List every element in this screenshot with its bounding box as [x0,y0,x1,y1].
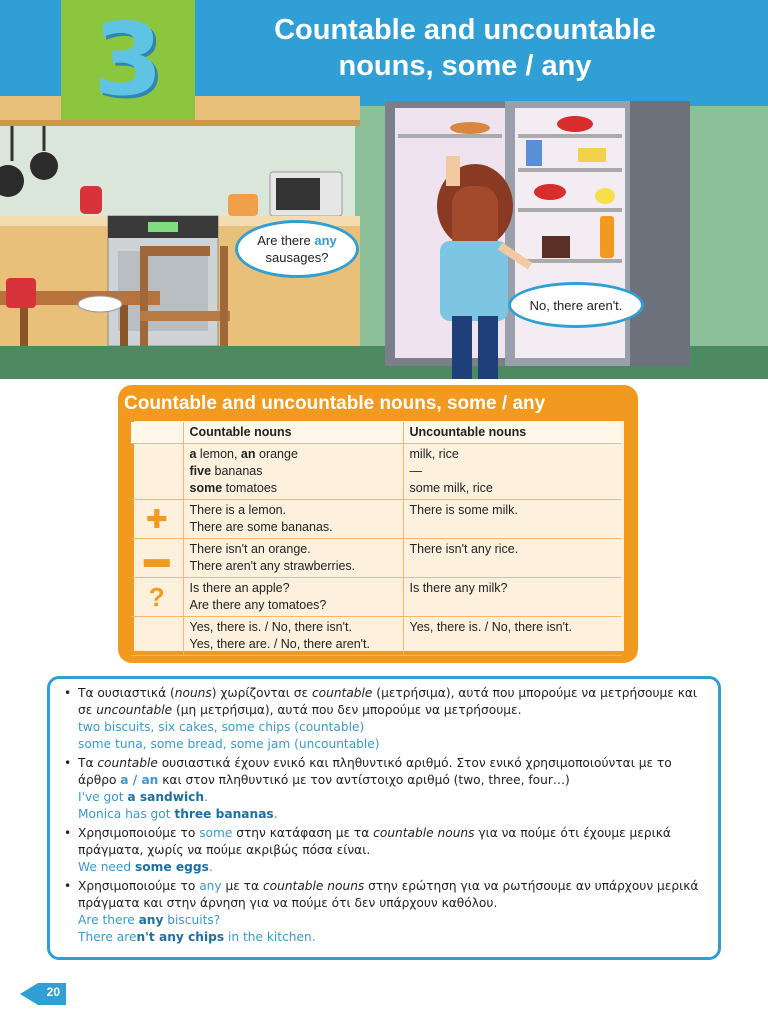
plus-icon: ✚ [145,503,168,534]
table-row: Yes, there is. / No, there isn't. Yes, there are. / No, there aren't. Yes, there is. / No, there isn't. [131,617,621,656]
title-line-1: Countable and uncountable [274,14,656,46]
title-line-2: nouns, some / any [338,50,592,82]
example-line: some tuna, some bread, some jam (uncountable) [78,737,380,751]
example-line: two biscuits, six cakes, some chips (countable) [78,720,365,734]
page-title [200,12,730,84]
speech-bubble-answer: No, there aren't. [508,282,644,328]
list-item: • Χρησιμοποιούμε το some στην κατάφαση με τα countable nouns για να πούμε ότι έχουμε μερικά πράγματα, χωρίς να πούμε ακριβώς πόσα είναι. We need some eggs. [64,825,706,876]
unit-number-badge [61,0,195,120]
example-line: Monica has got three bananas. [78,807,278,821]
strawberries-icon [557,116,593,132]
header-uncountable: Uncountable nouns [403,422,621,444]
eggs-icon [450,122,490,134]
table-row: a lemon, an orange five bananas some tomatoes milk, rice — some milk, rice [131,444,621,500]
example-line: We need some eggs. [78,860,213,874]
table-row: ? Is there an apple? Are there any tomatoes? Is there any milk? [131,578,621,617]
page-number-tab [20,983,66,1005]
lemon-icon [595,188,615,204]
cheese-icon [578,148,606,162]
header-countable: Countable nouns [183,422,403,444]
page-number: 20 [46,985,60,999]
example-line: There aren't any chips in the kitchen. [78,930,316,944]
table-row: ✚ There is a lemon. There are some bananas. There is some milk. [131,500,621,539]
fridge-icon [385,101,690,366]
kitchen-scene-drawing [0,96,768,379]
grammar-notes-box [47,676,721,960]
kitchen-illustration [0,96,768,379]
juice-bottle-icon [600,216,614,258]
milk-carton-icon [526,140,542,166]
example-line: Are there any biscuits? [78,913,221,927]
grammar-box-title: Countable and uncountable nouns, some / any [124,393,546,414]
example-line: I've got a sandwich. [78,790,208,804]
cake-icon [542,236,570,258]
question-icon: ? [148,581,165,612]
list-item: • Χρησιμοποιούμε το any με τα countable nouns στην ερώτηση για να ρωτήσουμε αν υπάρχουν μερικά πράγματα και στην άρνηση για να πούμε ότι δεν υπάρχουν καθόλου. Are there any biscuits? There aren't any chips in the kitchen. [64,878,706,946]
list-item: • Τα countable ουσιαστικά έχουν ενικό και πληθυντικό αριθμό. Στον ενικό χρησιμοποιούνται με το άρθρο a / an και στον πληθυντικό με τον αντίστοιχο αριθμό (two, three, four…) I've got a sandwich. Monica has got three bananas. [64,755,706,823]
speech-bubble-question: Are there any sausages? [235,220,359,278]
table-row: ▬ There isn't an orange. There aren't any strawberries. There isn't any rice. [131,539,621,578]
list-item: • Τα ουσιαστικά (nouns) χωρίζονται σε countable (μετρήσιμα), αυτά που μπορούμε να μετρήσουμε και σε uncountable (μη μετρήσιμα), αυτά που δεν μπορούμε να μετρήσουμε. two biscuits, six cakes, some chips (countable) some tuna, some bread, some jam (uncountable) [64,685,706,753]
grammar-table [131,422,621,656]
toaster-icon [228,194,258,216]
table-header-row [131,422,621,444]
minus-icon: ▬ [143,542,170,573]
kettle-icon [80,186,102,214]
mug-icon [6,278,36,308]
unit-number: 3 [93,1,163,118]
